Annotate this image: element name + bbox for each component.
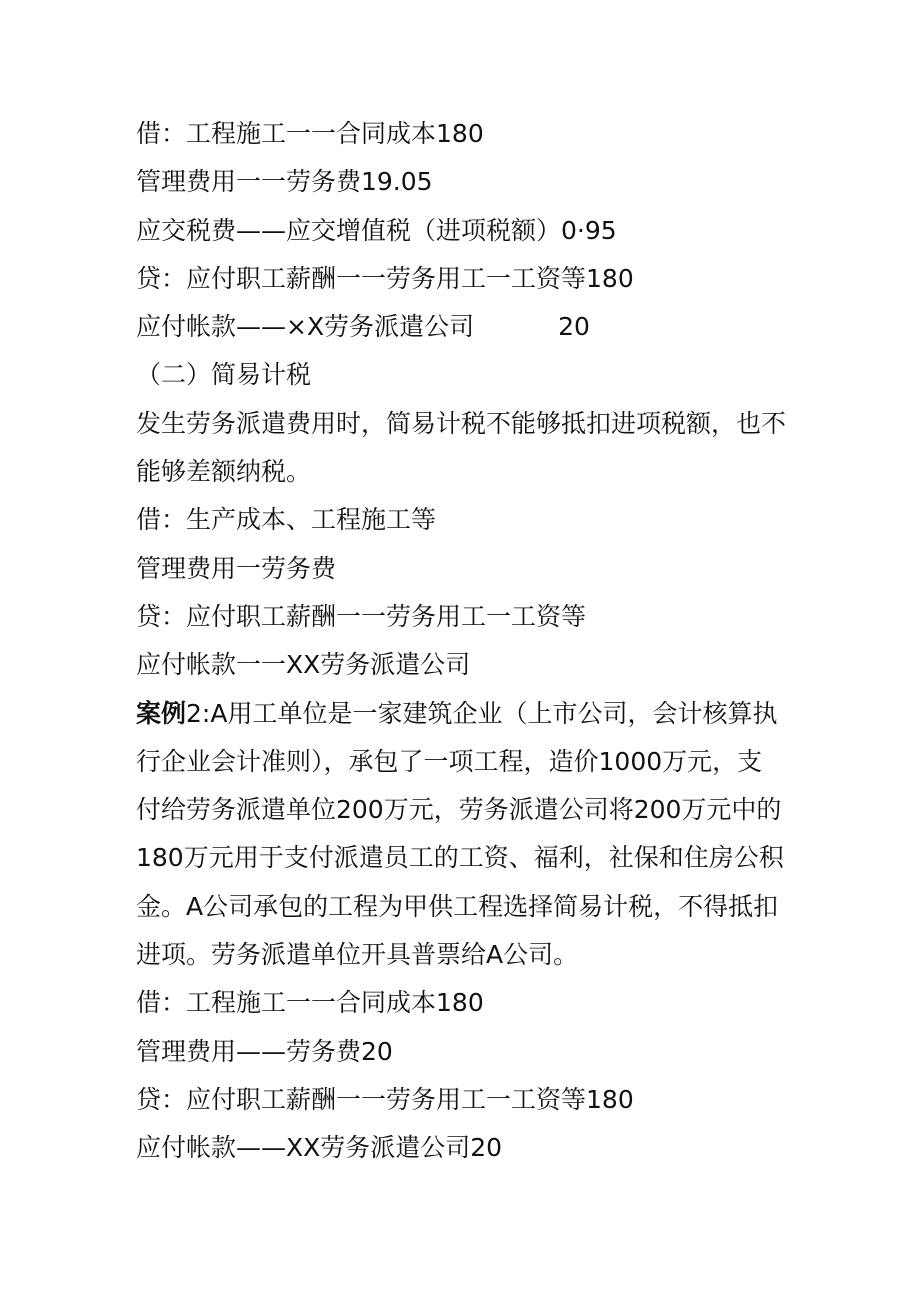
- document-body: [136, 110, 786, 1173]
- entry-debit-contract-cost-2: 借：工程施工一一合同成本180: [136, 988, 484, 1018]
- entry-credit-payroll: 贷：应付职工薪酬一一劳务用工一工资等180: [136, 263, 634, 293]
- entry-accounts-payable-amount: 20: [558, 312, 590, 342]
- section-heading-simple-tax: （二）简易计税: [136, 360, 312, 390]
- entry-management-fee-2: 管理费用一劳务费: [136, 553, 337, 583]
- entry-input-vat: 应交税费——应交增值税（进项税额）0·95: [136, 215, 617, 245]
- case-label: 案例: [136, 698, 187, 728]
- entry-accounts-payable: [136, 303, 786, 351]
- entry-credit-payroll-3: 贷：应付职工薪酬一一劳务用工一工资等180: [136, 1084, 634, 1114]
- case-text: 2:A用工单位是一家建筑企业（上市公司，会计核算执行企业会计准则），承包了一项工程，造价1000万元，支付给劳务派遣单位200万元，劳务派遣公司将200万元中的180万元用于支付派遣员工的工资、福利，社保和住房公积金。A公司承包的工程为甲供工程选择简易计税，不得抵扣进项。劳务派遣单位开具普票给A公司。: [136, 698, 784, 970]
- case-paragraph: [136, 690, 786, 980]
- entry-accounts-payable-2: 应付帐款一一XX劳务派遣公司: [136, 650, 471, 680]
- entry-debit-production-cost: 借：生产成本、工程施工等: [136, 505, 437, 535]
- entry-management-fee: 管理费用一一劳务费19.05: [136, 167, 433, 197]
- entry-management-fee-3: 管理费用——劳务费20: [136, 1036, 393, 1066]
- paragraph-simple-tax-note: 发生劳务派遣费用时，简易计税不能够抵扣进项税额，也不能够差额纳税。: [136, 408, 787, 487]
- entry-credit-payroll-2: 贷：应付职工薪酬一一劳务用工一工资等: [136, 601, 587, 631]
- entry-accounts-payable-3: 应付帐款——XX劳务派遣公司20: [136, 1133, 503, 1163]
- entry-debit-contract-cost: 借：工程施工一一合同成本180: [136, 119, 484, 148]
- entry-accounts-payable-label: 应付帐款——×X劳务派遣公司: [136, 312, 475, 342]
